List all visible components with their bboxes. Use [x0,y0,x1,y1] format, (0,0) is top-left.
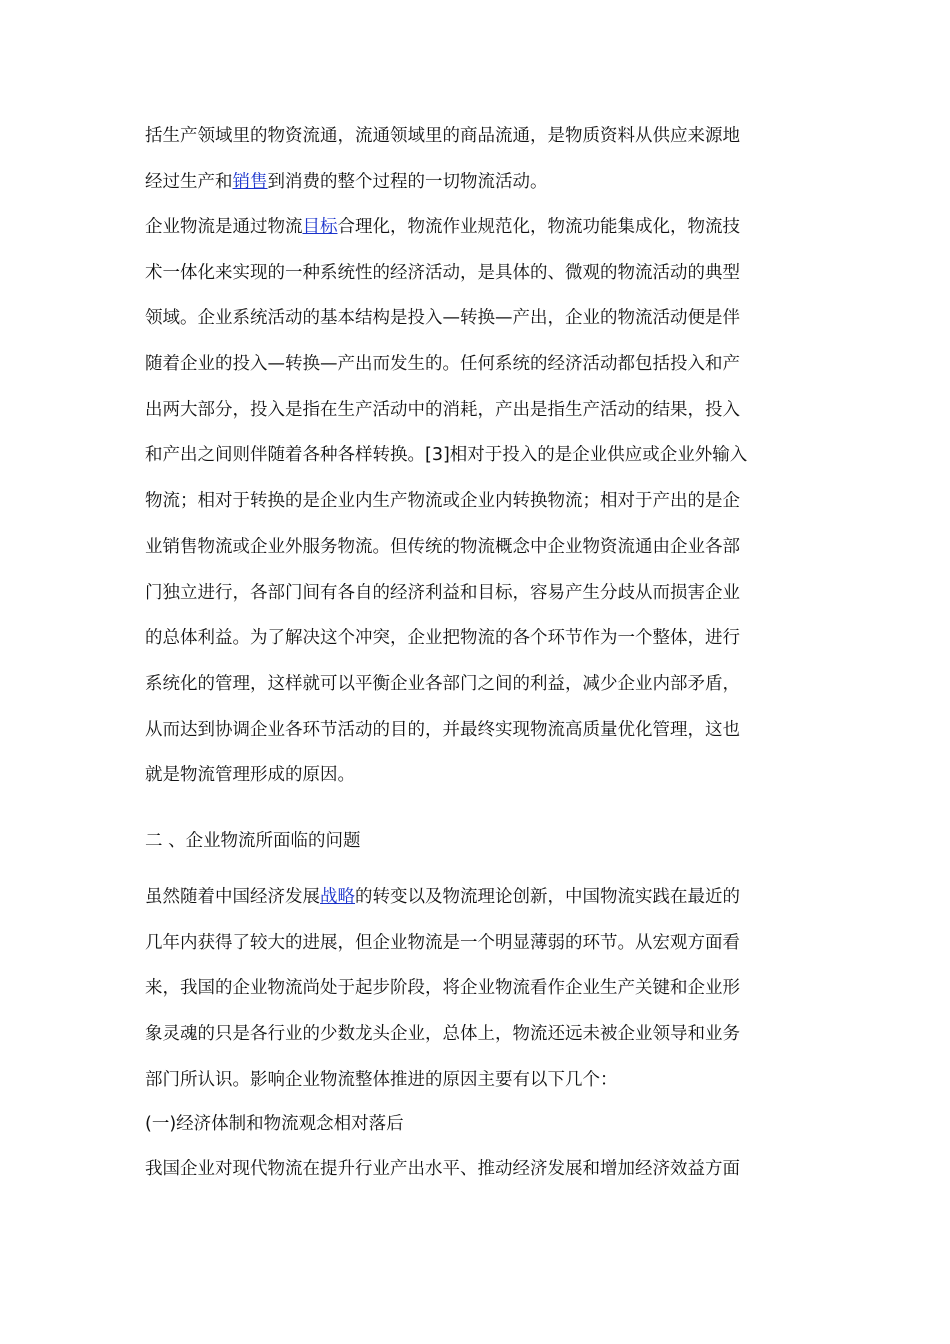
text-run: 经过生产和 [145,171,233,192]
paragraph-1 [145,114,810,205]
text-run: 合理化，物流作业规范化，物流功能集成化，物流技 [337,217,740,237]
paragraph-line [145,875,810,921]
paragraph-line: 随着企业的投入—转换—产出而发生的。任何系统的经济活动都包括投入和产 [145,354,740,375]
paragraph-line: 门独立进行，各部门间有各自的经济利益和目标，容易产生分歧从而损害企业 [145,582,740,603]
paragraph-3 [145,875,810,1103]
paragraph-line: 括生产领域里的物资流通，流通领域里的商品流通，是物质资料从供应来源地 [145,126,740,146]
paragraph-line: 领域。企业系统活动的基本结构是投入—转换—产出，企业的物流活动便是伴 [145,308,740,329]
link-target[interactable]: 目标 [302,217,338,237]
paragraph-line: 来，我国的企业物流尚处于起步阶段，将企业物流看作企业生产关键和企业形 [145,978,740,999]
paragraph-line: 部门所认识。影响企业物流整体推进的原因主要有以下几个： [145,1069,618,1090]
paragraph-line [145,205,810,251]
paragraph-line: 业销售物流或企业外服务物流。但传统的物流概念中企业物资流通由企业各部 [145,536,740,557]
subheading [145,1102,810,1148]
paragraph-2 [145,205,810,799]
paragraph-line: 系统化的管理，这样就可以平衡企业各部门之间的利益，减少企业内部矛盾， [145,673,740,694]
paragraph-line: 就是物流管理形成的原因。 [145,765,355,786]
paragraph-line: 从而达到协调企业各环节活动的目的，并最终实现物流高质量优化管理，这也 [145,719,740,740]
link-strategy[interactable]: 战略 [320,887,355,907]
paragraph-4 [145,1147,810,1193]
subheading-text: (一)经济体制和物流观念相对落后 [145,1114,404,1134]
paragraph-line: 的总体利益。为了解决这个冲突，企业把物流的各个环节作为一个整体，进行 [145,628,740,649]
text-run: 到消费的整个过程的一切物流活动。 [267,171,548,192]
heading-text: 二 、企业物流所面临的问题 [145,831,361,851]
section-heading [145,819,810,865]
link-sales[interactable]: 销售 [232,171,268,192]
text-run: 虽然随着中国经济发展 [145,887,320,907]
paragraph-line: 象灵魂的只是各行业的少数龙头企业，总体上，物流还远未被企业领导和业务 [145,1024,740,1045]
paragraph-line: 几年内获得了较大的进展，但企业物流是一个明显薄弱的环节。从宏观方面看 [145,932,740,953]
paragraph-line: 我国企业对现代物流在提升行业产出水平、推动经济发展和增加经济效益方面 [145,1159,740,1179]
text-run: 企业物流是通过物流 [145,217,303,237]
paragraph-line [145,160,810,206]
paragraph-line: 和产出之间则伴随着各种各样转换。[3]相对于投入的是企业供应或企业外输入 [145,445,748,466]
paragraph-line: 出两大部分，投入是指在生产活动中的消耗，产出是指生产活动的结果，投入 [145,399,740,420]
paragraph-line: 物流；相对于转换的是企业内生产物流或企业内转换物流；相对于产出的是企 [145,491,740,512]
paragraph-line: 术一体化来实现的一种系统性的经济活动，是具体的、微观的物流活动的典型 [145,262,740,283]
text-run: 的转变以及物流理论创新，中国物流实践在最近的 [355,887,740,907]
